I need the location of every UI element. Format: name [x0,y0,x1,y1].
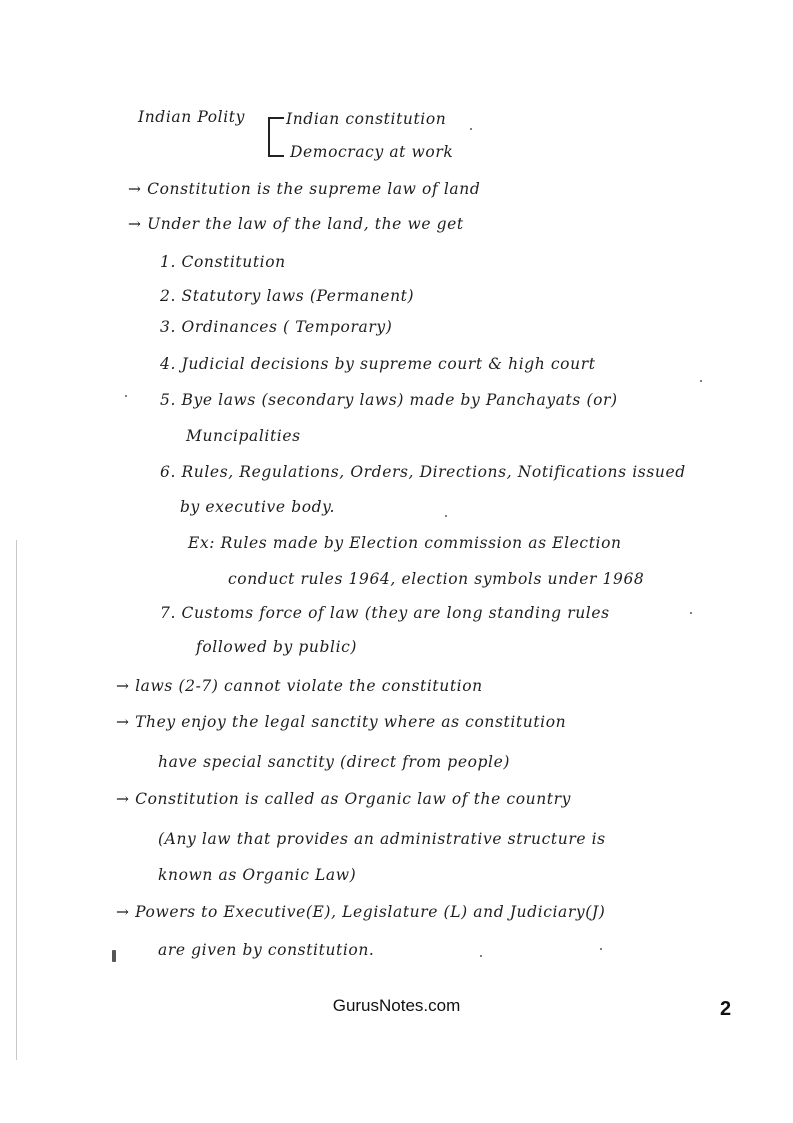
scan-speck [700,380,702,382]
scan-speck [125,395,127,397]
header-branch-democracy: Democracy at work [290,143,454,161]
example-election-commission: Ex: Rules made by Election commission as Election [188,534,622,552]
note-line-laws-cannot-violate: → laws (2-7) cannot violate the constitution [116,677,483,695]
scan-speck [470,128,472,130]
scan-speck [480,955,482,957]
note-line-legal-sanctity: → They enjoy the legal sanctity where as constitution [116,713,567,731]
header-branch-constitution: Indian constitution [286,110,447,128]
page-number: 2 [720,998,732,1020]
note-line-organic-law-def-cont: known as Organic Law) [158,866,357,884]
list-item-customs-cont: followed by public) [196,638,358,656]
note-line-legal-sanctity-cont: have special sanctity (direct from people) [158,753,511,771]
note-line-law-of-land: → Under the law of the land, the we get [128,215,464,233]
scan-speck [445,515,447,517]
scan-speck [690,612,692,614]
note-line-organic-law-def: (Any law that provides an administrative structure is [158,830,606,848]
list-item-rules-cont: by executive body. [180,498,335,516]
list-item-bye-laws: 5. Bye laws (secondary laws) made by Panchayats (or) [160,391,618,409]
note-line-powers: → Powers to Executive(E), Legislature (L) and Judiciary(J) [116,903,606,921]
header-subject: Indian Polity [138,108,245,126]
note-line-powers-cont: are given by constitution. [158,941,375,959]
list-item-constitution: 1. Constitution [160,253,286,271]
header-bracket [268,117,284,157]
list-item-rules: 6. Rules, Regulations, Orders, Directions, Notifications issued [160,463,686,481]
scan-speck [112,950,116,962]
example-election-commission-cont: conduct rules 1964, election symbols under 1968 [228,570,645,588]
list-item-statutory-laws: 2. Statutory laws (Permanent) [160,287,415,305]
list-item-customs: 7. Customs force of law (they are long standing rules [160,604,610,622]
note-line-supreme-law: → Constitution is the supreme law of land [128,180,481,198]
list-item-ordinances: 3. Ordinances ( Temporary) [160,318,393,336]
list-item-bye-laws-cont: Muncipalities [186,427,301,445]
scan-margin-line [16,540,17,1060]
list-item-judicial-decisions: 4. Judicial decisions by supreme court & high court [160,355,596,373]
scan-speck [600,948,602,950]
footer-website: GurusNotes.com [332,996,461,1015]
note-line-organic-law: → Constitution is called as Organic law of the country [116,790,571,808]
